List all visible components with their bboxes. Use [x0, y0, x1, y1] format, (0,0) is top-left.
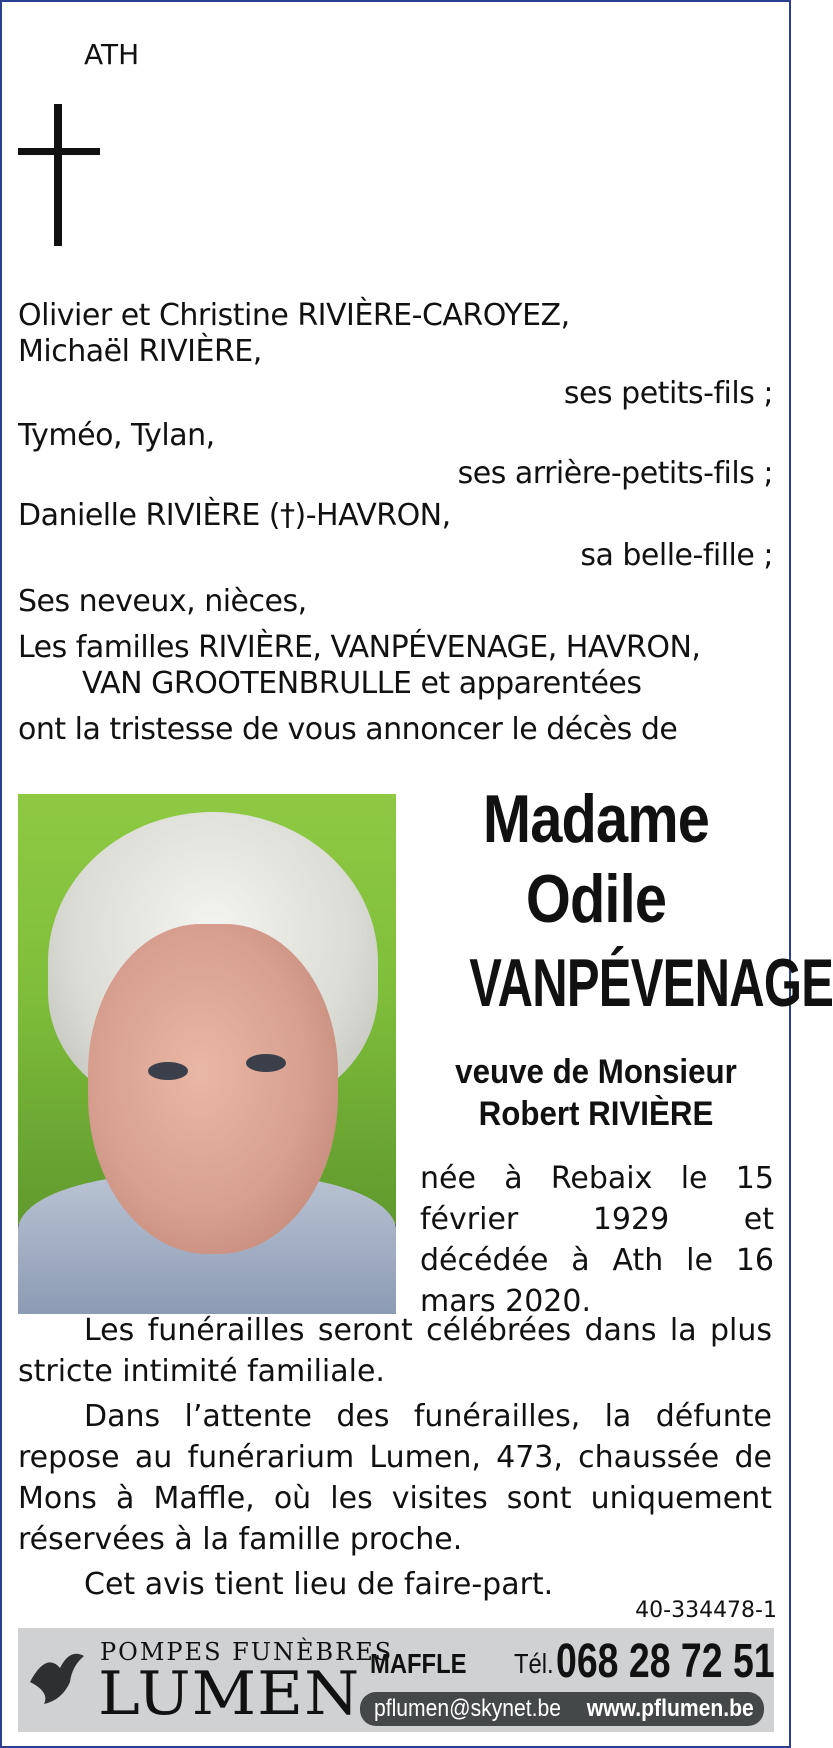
funeral-paragraph: Cet avis tient lieu de faire-part. [84, 1567, 554, 1602]
family-line: Ses neveux, nièces, [18, 584, 307, 619]
family-line: Olivier et Christine RIVIÈRE-CAROYEZ, [18, 298, 570, 333]
funeral-paragraph: Dans l’attente des funérailles, la défunte repose au funérarium Lumen, 473, chaussée de Mons à Maffle, où les visites sont uniquement réservées à la famille proche. [18, 1399, 772, 1557]
deceased-title: Madame [482, 781, 710, 857]
website-link[interactable]: www.pflumen.be [586, 1695, 754, 1722]
tel-label: Tél. [514, 1648, 554, 1679]
town-label: ATH [84, 38, 140, 71]
cross-icon [54, 104, 62, 246]
funeral-home-banner [18, 1628, 774, 1732]
dove-logo-icon [26, 1642, 88, 1714]
funeral-paragraph: Les funérailles seront célébrées dans la plus stricte intimité familiale. [18, 1313, 772, 1389]
cross-icon-bar [18, 148, 100, 155]
widow-line: veuve de Monsieur [455, 1053, 737, 1091]
widow-line: Robert RIVIÈRE [478, 1095, 714, 1133]
reference-number: 40-334478-1 [635, 1598, 777, 1623]
birth-death-text: née à Rebaix le 15 février 1929 et décédée à Ath le 16 mars 2020. [420, 1161, 774, 1319]
family-line: Danielle RIVIÈRE (†)-HAVRON, [18, 498, 451, 533]
deceased-last-name: VANPÉVENAGE [469, 945, 833, 1021]
deceased-first-name: Odile [525, 861, 667, 937]
family-line: Tyméo, Tylan, [18, 418, 215, 453]
phone-number[interactable]: 068 28 72 51 [556, 1635, 775, 1688]
city-label: MAFFLE [370, 1648, 467, 1679]
family-relation: ses petits-fils ; [563, 376, 773, 411]
company-line: POMPES FUNÈBRES [100, 1638, 394, 1666]
family-relation: sa belle-fille ; [580, 538, 773, 573]
contact-pill [360, 1692, 764, 1726]
company-name: LUMEN [98, 1659, 361, 1729]
family-line: VAN GROOTENBRULLE et apparentées [82, 666, 642, 701]
family-line: Michaël RIVIÈRE, [18, 334, 262, 369]
family-line: Les familles RIVIÈRE, VANPÉVENAGE, HAVRON, [18, 630, 701, 665]
family-relation: ses arrière-petits-fils ; [457, 456, 773, 491]
email-link[interactable]: pflumen@skynet.be [374, 1695, 561, 1722]
announcement-line: ont la tristesse de vous annoncer le décès de [18, 712, 678, 747]
portrait-photo [18, 794, 396, 1292]
